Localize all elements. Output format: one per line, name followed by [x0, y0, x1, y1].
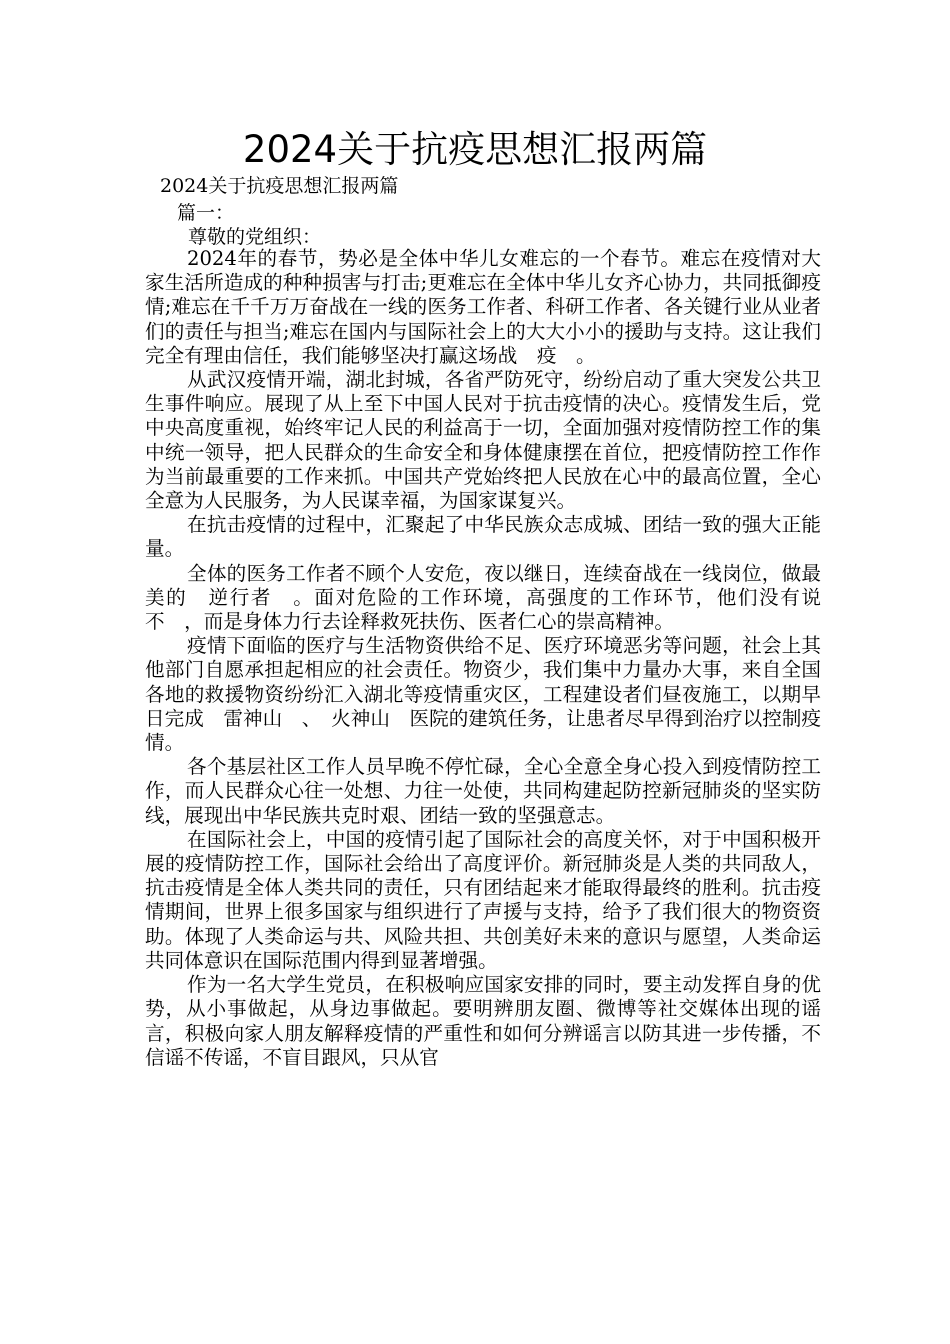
part-label: 篇一：	[177, 202, 235, 224]
document-body	[145, 247, 841, 1070]
paragraph: 在国际社会上，中国的疫情引起了国际社会的高度关怀，对于中国积极开展的疫情防控工作，国际社会给出了高度评价。新冠肺炎是人类的共同敌人，抗击疫情是全体人类共同的责任，只有团结起来才能取得最终的胜利。抗击疫情期间，世界上很多国家与组织进行了声援与支持，给予了我们很大的物资资助。体现了人类命运与共、风险共担、共创美好未来的意识与愿望，人类命运共同体意识在国际范围内得到显著增强。	[145, 827, 821, 972]
paragraph: 从武汉疫情开端，湖北封城，各省严防死守，纷纷启动了重大突发公共卫生事件响应。展现了从上至下中国人民对于抗击疫情的决心。疫情发生后，党中央高度重视，始终牢记人民的利益高于一切，全面加强对疫情防控工作的集中统一领导，把人民群众的生命安全和身体健康摆在首位，把疫情防控工作作为当前最重要的工作来抓。中国共产党始终把人民放在心中的最高位置，全心全意为人民服务，为人民谋幸福，为国家谋复兴。	[145, 368, 821, 513]
paragraph: 在抗击疫情的过程中，汇聚起了中华民族众志成城、团结一致的强大正能量。	[145, 513, 821, 561]
paragraph: 全体的医务工作者不顾个人安危，夜以继日，连续奋战在一线岗位，做最美的 逆行者 。面对危险的工作环境，高强度的工作环节，他们没有说 不 ，而是身体力行去诠释救死扶伤、医者仁心的崇高精神。	[145, 561, 841, 634]
salutation: 尊敬的党组织：	[188, 226, 322, 248]
document-title: 2024关于抗疫思想汇报两篇	[242, 128, 708, 171]
paragraph: 作为一名大学生党员，在积极响应国家安排的同时，要主动发挥自身的优势，从小事做起，从身边事做起。要明辨朋友圈、微博等社交媒体出现的谣言，积极向家人朋友解释疫情的严重性和如何分辨谣言以防其进一步传播，不信谣不传谣，不盲目跟风，只从官	[145, 973, 821, 1069]
document-subtitle: 2024关于抗疫思想汇报两篇	[160, 175, 399, 197]
paragraph: 疫情下面临的医疗与生活物资供给不足、医疗环境恶劣等问题，社会上其他部门自愿承担起相应的社会责任。物资少，我们集中力量办大事，来自全国各地的救援物资纷纷汇入湖北等疫情重灾区，工程建设者们昼夜施工，以期早日完成 雷神山 、 火神山 医院的建筑任务，让患者尽早得到治疗以控制疫情。	[145, 634, 821, 755]
paragraph: 2024年的春节，势必是全体中华儿女难忘的一个春节。难忘在疫情对大家生活所造成的种种损害与打击;更难忘在全体中华儿女齐心协力，共同抵御疫情;难忘在千千万万奋战在一线的医务工作者、科研工作者、各关键行业从业者们的责任与担当;难忘在国内与国际社会上的大大小小的援助与支持。这让我们完全有理由信任，我们能够坚决打赢这场战 疫 。	[145, 247, 821, 367]
paragraph: 各个基层社区工作人员早晚不停忙碌，全心全意全身心投入到疫情防控工作，而人民群众心往一处想、力往一处使，共同构建起防控新冠肺炎的坚实防线，展现出中华民族共克时艰、团结一致的坚强意志。	[145, 755, 821, 827]
